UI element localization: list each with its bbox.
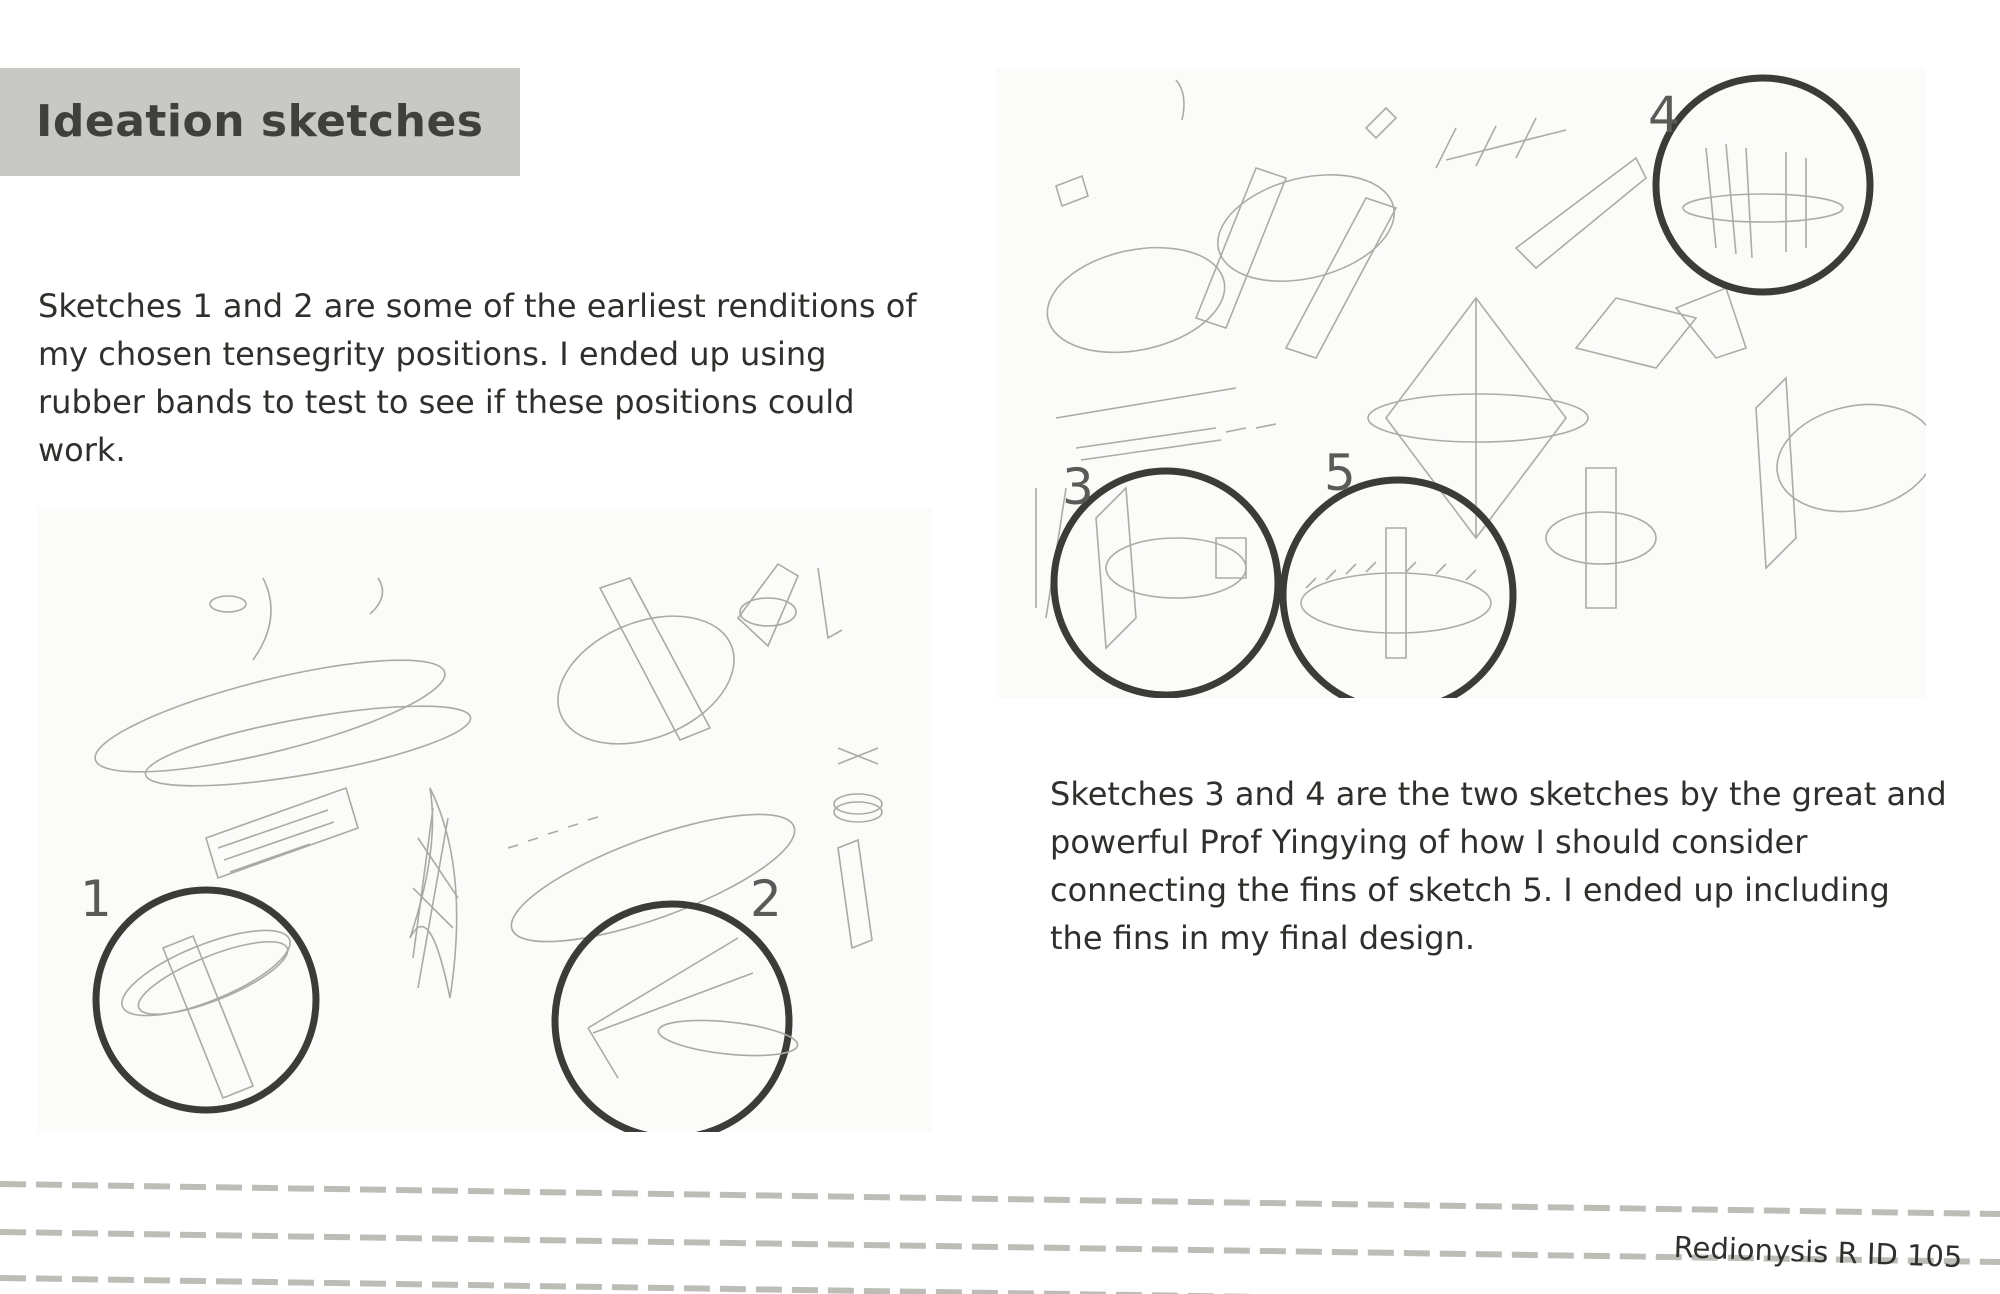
page-title: Ideation sketches (36, 96, 484, 147)
page-footer-credit: Redionysis R ID 105 (1673, 1229, 1964, 1274)
sketch-label-2: 2 (750, 870, 782, 928)
sketch-label-1: 1 (80, 870, 112, 928)
sketch-notes-paragraph: Sketches 3 and 4 are the two sketches by the great and powerful Prof Yingying of how I should consider connecting the fins of sketch 5. I ended up including the fins in my final design. (1050, 775, 1947, 957)
sketch-label-3: 3 (1062, 458, 1094, 516)
sketch-sheet-right (996, 68, 1926, 698)
sketch-label-4: 4 (1648, 86, 1680, 144)
sketch-label-5: 5 (1324, 444, 1356, 502)
intro-paragraph: Sketches 1 and 2 are some of the earliest renditions of my chosen tensegrity positions. I ended up using rubber bands to test to see if these positions could work. (38, 287, 917, 469)
sketch-sheet-left (38, 508, 932, 1132)
